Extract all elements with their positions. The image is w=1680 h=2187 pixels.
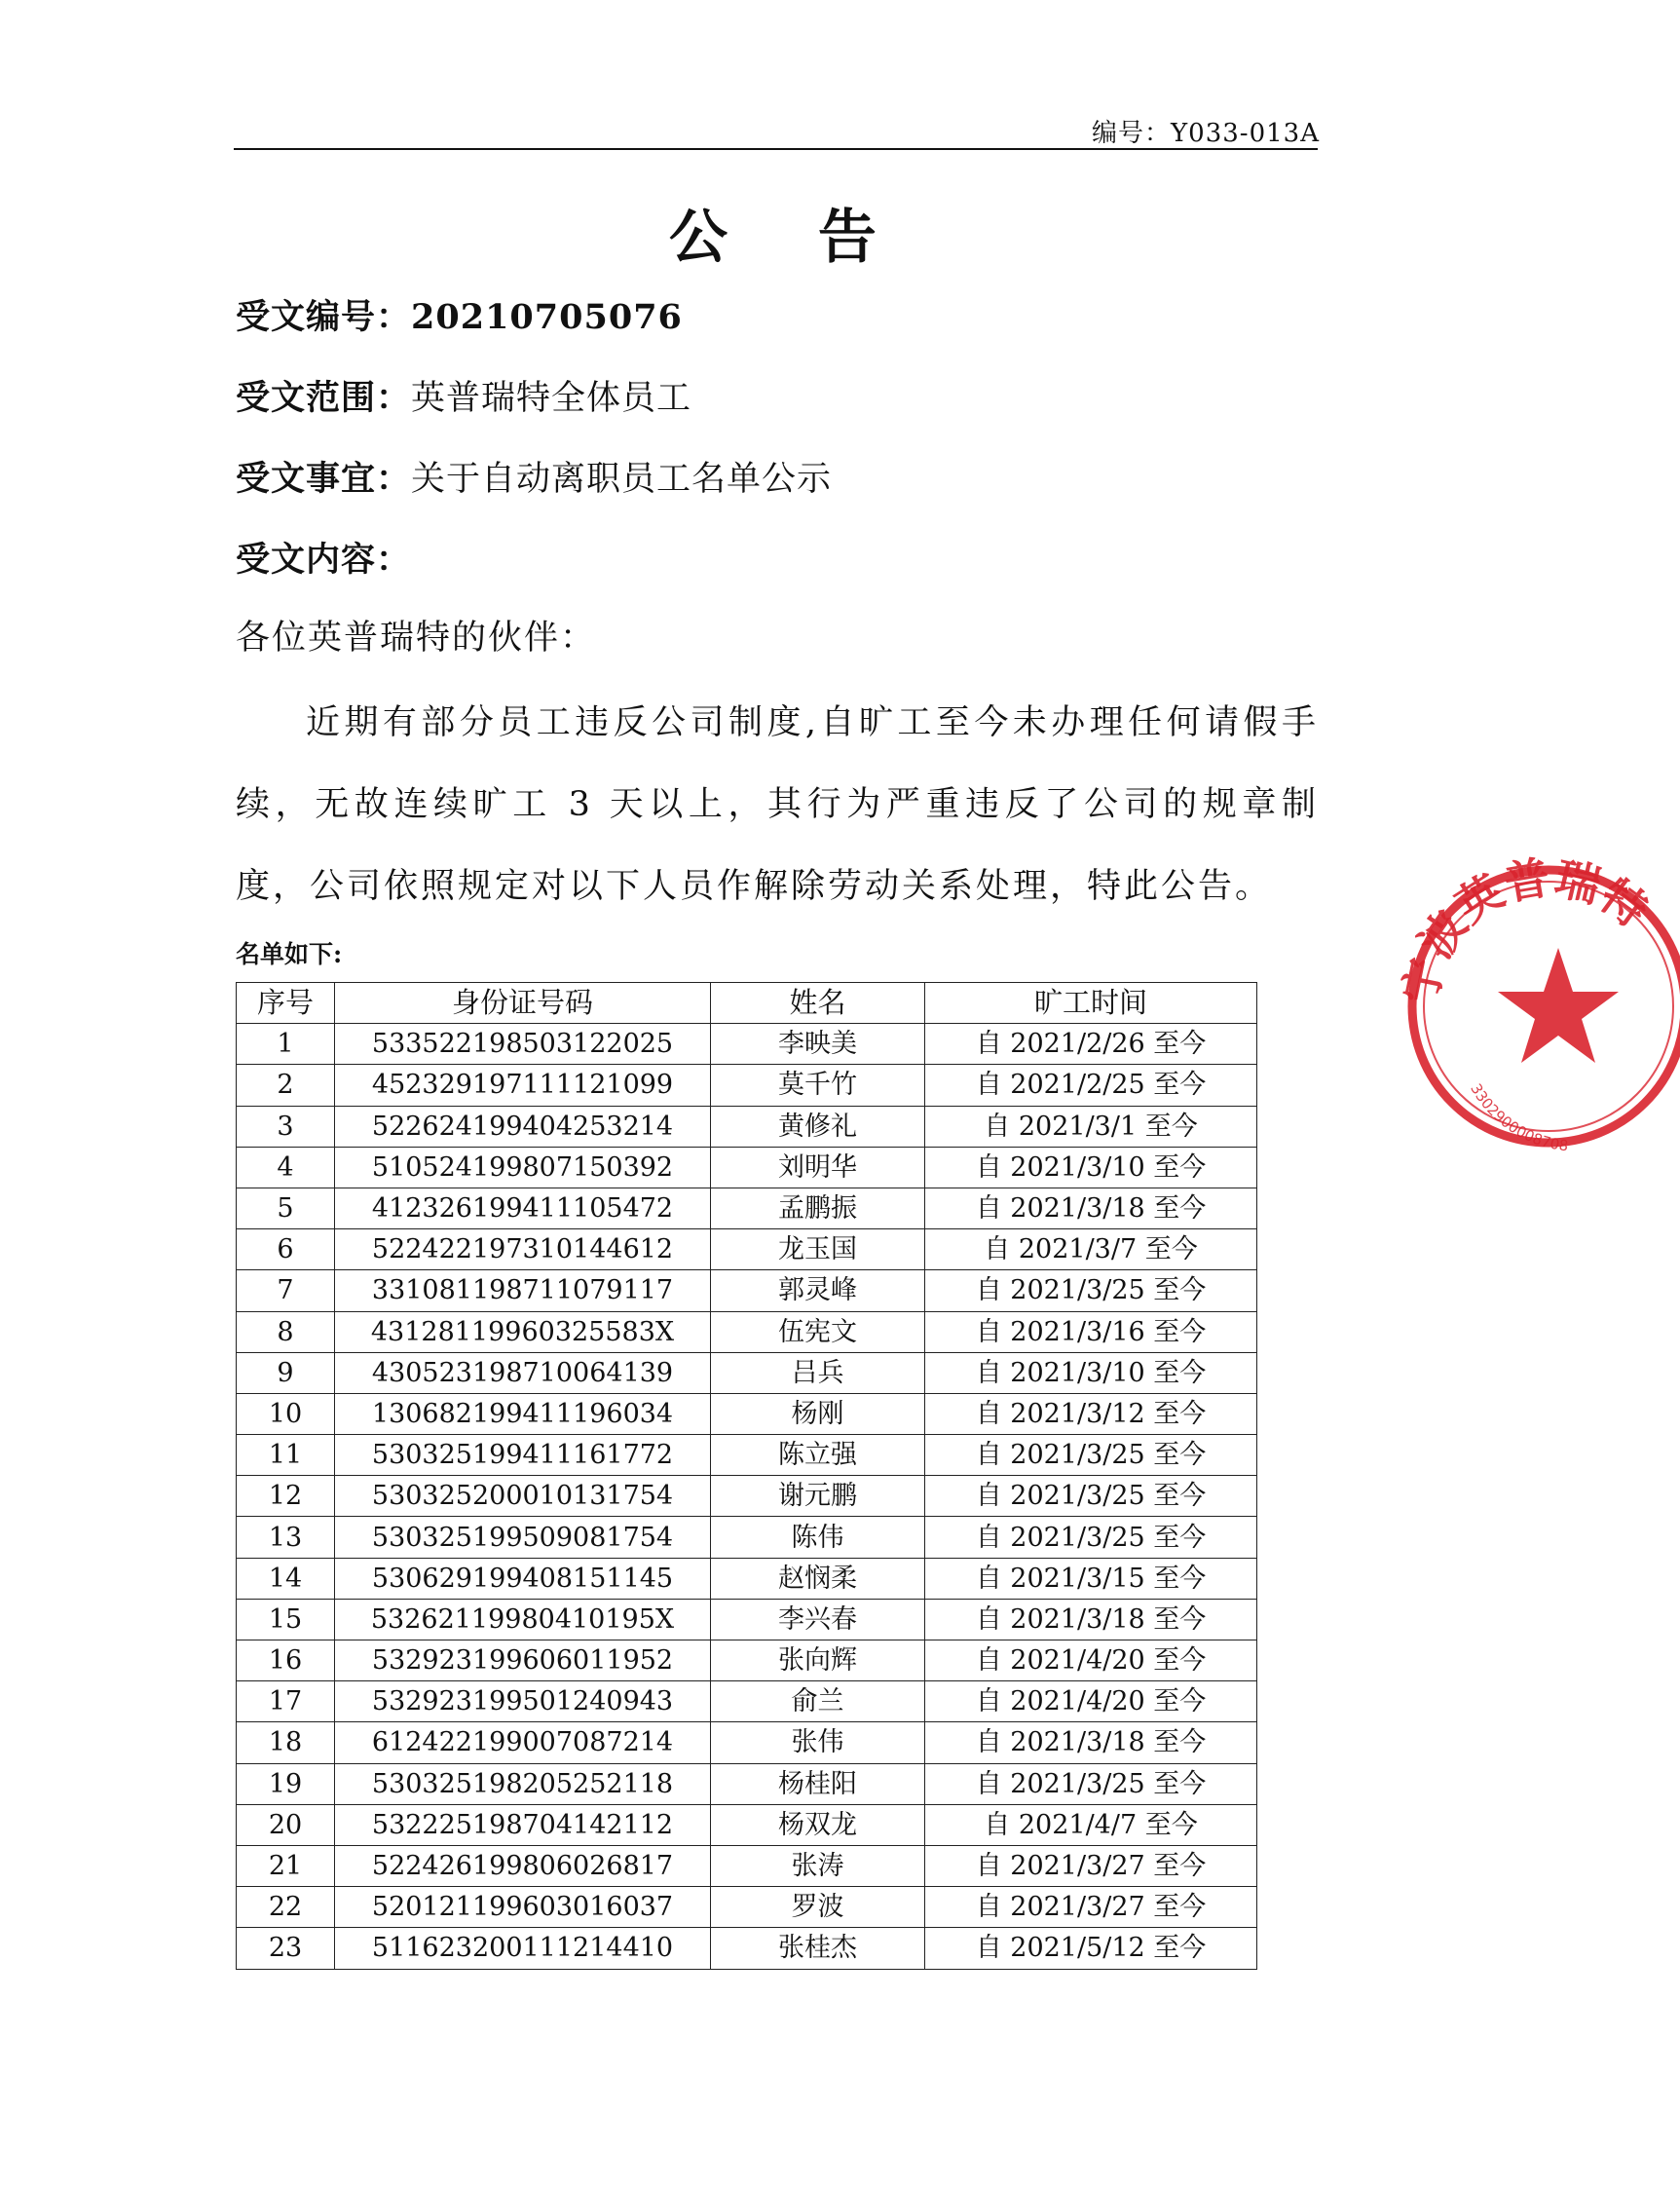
cell-seq: 23 (237, 1928, 335, 1969)
table-body (237, 1024, 1257, 1969)
cell-id-number: 511623200111214410 (335, 1928, 711, 1969)
cell-seq: 13 (237, 1517, 335, 1558)
table-row (237, 1476, 1257, 1517)
cell-name: 孟鹏振 (711, 1188, 925, 1228)
cell-seq: 8 (237, 1311, 335, 1352)
cell-name: 莫千竹 (711, 1065, 925, 1106)
table-row (237, 1352, 1257, 1393)
cell-id-number: 53262119980410195X (335, 1599, 711, 1640)
page-title: 公 告 (669, 204, 912, 272)
table-header-row (237, 983, 1257, 1024)
cell-name: 黄修礼 (711, 1106, 925, 1147)
cell-absence-time: 自 2021/4/20 至今 (925, 1681, 1257, 1722)
cell-absence-time: 自 2021/3/25 至今 (925, 1435, 1257, 1476)
table-row (237, 1558, 1257, 1599)
list-heading: 名单如下: (236, 940, 343, 968)
header-name: 姓名 (711, 983, 925, 1024)
salutation: 各位英普瑞特的伙伴： (236, 619, 597, 658)
cell-seq: 12 (237, 1476, 335, 1517)
cell-name: 陈伟 (711, 1517, 925, 1558)
cell-seq: 7 (237, 1270, 335, 1311)
cell-seq: 14 (237, 1558, 335, 1599)
cell-absence-time: 自 2021/4/7 至今 (925, 1804, 1257, 1845)
cell-id-number: 532923199501240943 (335, 1681, 711, 1722)
cell-id-number: 532923199606011952 (335, 1640, 711, 1681)
table-row (237, 1065, 1257, 1106)
cell-name: 张向辉 (711, 1640, 925, 1681)
cell-id-number: 520121199603016037 (335, 1887, 711, 1928)
content-line (236, 533, 411, 582)
document-number: 编号：Y033-013A (1092, 119, 1320, 148)
cell-name: 李映美 (711, 1024, 925, 1065)
cell-absence-time: 自 2021/3/15 至今 (925, 1558, 1257, 1599)
cell-absence-time: 自 2021/3/25 至今 (925, 1763, 1257, 1804)
scope-label: 受文范围： (236, 378, 412, 418)
cell-absence-time: 自 2021/4/20 至今 (925, 1640, 1257, 1681)
cell-id-number: 530629199408151145 (335, 1558, 711, 1599)
receipt-number-value: 20210705076 (411, 297, 683, 337)
table-row (237, 1517, 1257, 1558)
table-row (237, 1393, 1257, 1434)
cell-seq: 17 (237, 1681, 335, 1722)
cell-absence-time: 自 2021/3/18 至今 (925, 1722, 1257, 1763)
header-rule (234, 148, 1318, 150)
cell-name: 陈立强 (711, 1435, 925, 1476)
table-row (237, 1188, 1257, 1228)
seal-code: 330290000870​8 (1467, 1080, 1570, 1155)
cell-id-number: 533522198503122025 (335, 1024, 711, 1065)
cell-id-number: 532225198704142112 (335, 1804, 711, 1845)
cell-seq: 15 (237, 1599, 335, 1640)
table-row (237, 1024, 1257, 1065)
cell-absence-time: 自 2021/3/18 至今 (925, 1188, 1257, 1228)
seal-text: 宁波英普瑞特 (1393, 850, 1658, 1008)
cell-seq: 18 (237, 1722, 335, 1763)
cell-seq: 11 (237, 1435, 335, 1476)
cell-seq: 20 (237, 1804, 335, 1845)
cell-name: 杨双龙 (711, 1804, 925, 1845)
header-id-number: 身份证号码 (335, 983, 711, 1024)
table-row (237, 1681, 1257, 1722)
cell-id-number: 530325199509081754 (335, 1517, 711, 1558)
company-seal-icon (1368, 826, 1680, 1177)
cell-absence-time: 自 2021/3/10 至今 (925, 1352, 1257, 1393)
header-absence-time: 旷工时间 (925, 983, 1257, 1024)
cell-seq: 22 (237, 1887, 335, 1928)
table-row (237, 1722, 1257, 1763)
cell-absence-time: 自 2021/3/25 至今 (925, 1270, 1257, 1311)
cell-name: 杨桂阳 (711, 1763, 925, 1804)
cell-name: 杨刚 (711, 1393, 925, 1434)
cell-id-number: 412326199411105472 (335, 1188, 711, 1228)
table-row (237, 1804, 1257, 1845)
cell-absence-time: 自 2021/3/27 至今 (925, 1887, 1257, 1928)
table-row (237, 1435, 1257, 1476)
scope-line (236, 371, 691, 420)
table-row (237, 1147, 1257, 1188)
scope-value: 英普瑞特全体员工 (411, 379, 692, 418)
table-row (237, 1763, 1257, 1804)
cell-id-number: 510524199807150392 (335, 1147, 711, 1188)
cell-id-number: 430523198710064139 (335, 1352, 711, 1393)
cell-name: 赵悯柔 (711, 1558, 925, 1599)
cell-id-number: 612422199007087214 (335, 1722, 711, 1763)
cell-id-number: 43128119960325583X (335, 1311, 711, 1352)
cell-id-number: 522624199404253214 (335, 1106, 711, 1147)
table-row (237, 1311, 1257, 1352)
content-label: 受文内容： (236, 540, 412, 580)
cell-id-number: 522422197310144612 (335, 1229, 711, 1270)
table-row (237, 1640, 1257, 1681)
receipt-number-line (236, 290, 683, 339)
table-row (237, 1106, 1257, 1147)
cell-seq: 19 (237, 1763, 335, 1804)
cell-name: 张桂杰 (711, 1928, 925, 1969)
cell-id-number: 331081198711079117 (335, 1270, 711, 1311)
cell-seq: 5 (237, 1188, 335, 1228)
cell-id-number: 452329197111121099 (335, 1065, 711, 1106)
cell-id-number: 530325200010131754 (335, 1476, 711, 1517)
cell-absence-time: 自 2021/3/25 至今 (925, 1476, 1257, 1517)
cell-seq: 6 (237, 1229, 335, 1270)
cell-seq: 2 (237, 1065, 335, 1106)
cell-absence-time: 自 2021/2/25 至今 (925, 1065, 1257, 1106)
cell-absence-time: 自 2021/3/16 至今 (925, 1311, 1257, 1352)
cell-name: 罗波 (711, 1887, 925, 1928)
cell-id-number: 130682199411196034 (335, 1393, 711, 1434)
svg-text:宁波英普瑞特 (1394, 850, 1658, 1007)
cell-absence-time: 自 2021/3/25 至今 (925, 1517, 1257, 1558)
cell-seq: 16 (237, 1640, 335, 1681)
announcement-body: 近期有部分员工违反公司制度,自旷工至今未办理任何请假手续，无故连续旷工 3 天以上，其行为严重违反了公司的规章制度，公司依照规定对以下人员作解除劳动关系处理，特此公告。 (236, 703, 1319, 906)
cell-seq: 3 (237, 1106, 335, 1147)
table-row (237, 1599, 1257, 1640)
cell-absence-time: 自 2021/3/7 至今 (925, 1229, 1257, 1270)
cell-name: 郭灵峰 (711, 1270, 925, 1311)
cell-name: 张伟 (711, 1722, 925, 1763)
subject-label: 受文事宜： (236, 459, 412, 499)
cell-absence-time: 自 2021/3/12 至今 (925, 1393, 1257, 1434)
cell-seq: 4 (237, 1147, 335, 1188)
receipt-number-label: 受文编号： (236, 297, 412, 337)
cell-absence-time: 自 2021/3/27 至今 (925, 1845, 1257, 1886)
header-seq: 序号 (237, 983, 335, 1024)
cell-id-number: 530325198205252118 (335, 1763, 711, 1804)
dismissal-roster-table (236, 982, 1257, 1970)
cell-name: 张涛 (711, 1845, 925, 1886)
cell-seq: 21 (237, 1845, 335, 1886)
table-row (237, 1229, 1257, 1270)
cell-name: 龙玉国 (711, 1229, 925, 1270)
cell-name: 吕兵 (711, 1352, 925, 1393)
cell-seq: 1 (237, 1024, 335, 1065)
table-row (237, 1887, 1257, 1928)
cell-seq: 9 (237, 1352, 335, 1393)
cell-absence-time: 自 2021/3/1 至今 (925, 1106, 1257, 1147)
cell-id-number: 530325199411161772 (335, 1435, 711, 1476)
subject-line (236, 452, 832, 501)
subject-value: 关于自动离职员工名单公示 (411, 460, 833, 499)
table-row (237, 1270, 1257, 1311)
cell-name: 李兴春 (711, 1599, 925, 1640)
cell-absence-time: 自 2021/2/26 至今 (925, 1024, 1257, 1065)
table-row (237, 1845, 1257, 1886)
table-row (237, 1928, 1257, 1969)
cell-name: 俞兰 (711, 1681, 925, 1722)
cell-seq: 10 (237, 1393, 335, 1434)
cell-id-number: 522426199806026817 (335, 1845, 711, 1886)
cell-name: 刘明华 (711, 1147, 925, 1188)
cell-name: 伍宪文 (711, 1311, 925, 1352)
cell-name: 谢元鹏 (711, 1476, 925, 1517)
cell-absence-time: 自 2021/3/10 至今 (925, 1147, 1257, 1188)
cell-absence-time: 自 2021/3/18 至今 (925, 1599, 1257, 1640)
cell-absence-time: 自 2021/5/12 至今 (925, 1928, 1257, 1969)
